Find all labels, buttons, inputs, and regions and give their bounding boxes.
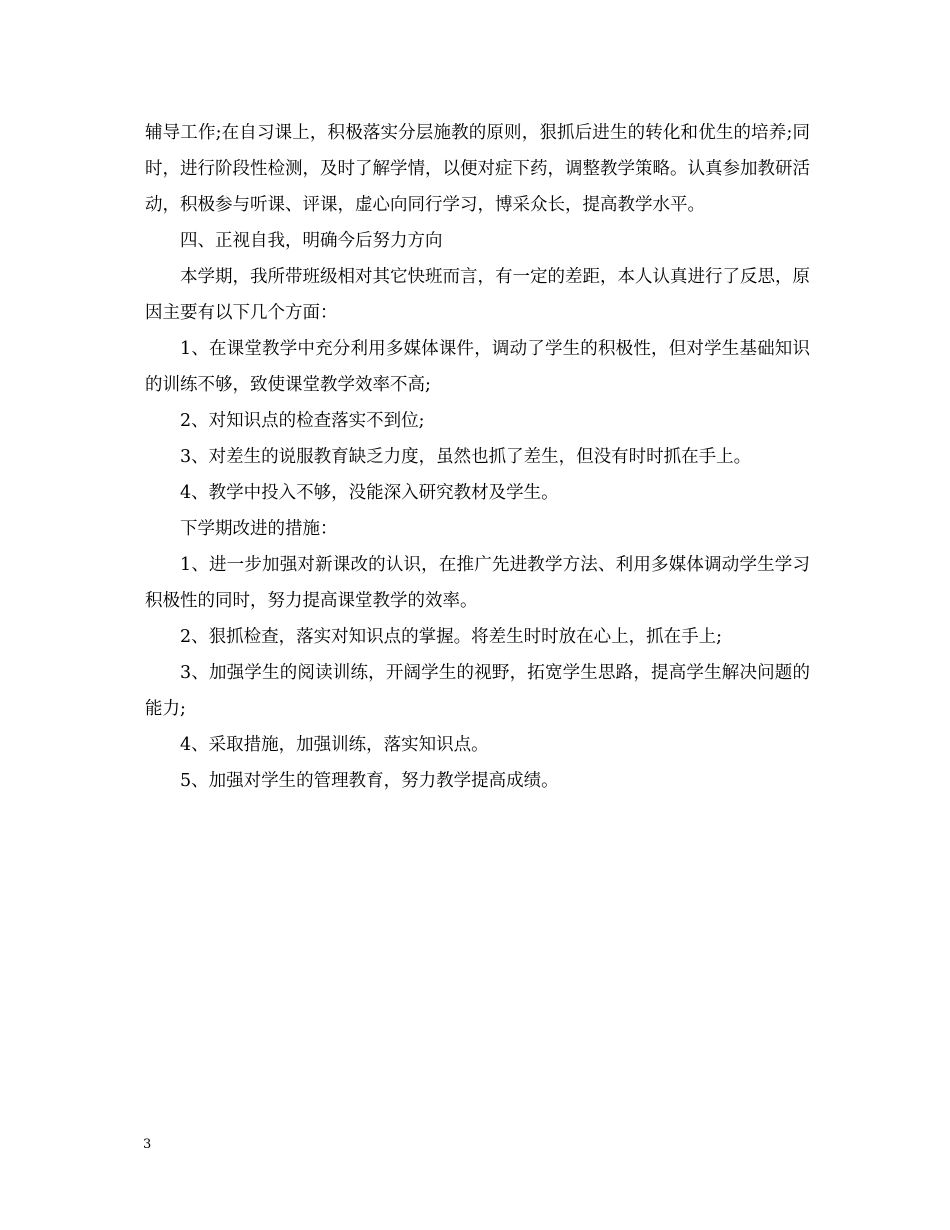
list-item-reason-2: 2、对知识点的检查落实不到位; xyxy=(180,411,425,431)
list-item-measure-4: 4、采取措施，加强训练，落实知识点。 xyxy=(180,735,489,755)
list-item-measure-1: 1、进一步加强对新课改的认识，在推广先进教学方法、利用多媒体调动学生学习积极性的同时，努力提高课堂教学的效率。 xyxy=(145,555,810,611)
paragraph-continuation: 辅导工作;在自习课上，积极落实分层施教的原则，狠抓后进生的转化和优生的培养;同时，进行阶段性检测，及时了解学情，以便对症下药，调整教学策略。认真参加教研活动，积极参与听课、评课，虚心向同行学习，博采众长，提高教学水平。 xyxy=(145,123,810,215)
list-item-measure-2: 2、狠抓检查，落实对知识点的掌握。将差生时时放在心上，抓在手上; xyxy=(180,627,723,647)
section-heading: 四、正视自我，明确今后努力方向 xyxy=(180,231,443,251)
list-item-reason-3: 3、对差生的说服教育缺乏力度，虽然也抓了差生，但没有时时抓在手上。 xyxy=(180,447,752,467)
list-item-measure-5: 5、加强对学生的管理教育，努力教学提高成绩。 xyxy=(180,771,559,791)
list-item-reason-4: 4、教学中投入不够，没能深入研究教材及学生。 xyxy=(180,483,559,503)
list-item-reason-1: 1、在课堂教学中充分利用多媒体课件，调动了学生的积极性，但对学生基础知识的训练不够，致使课堂教学效率不高; xyxy=(145,339,810,395)
paragraph-reflection: 本学期，我所带班级相对其它快班而言，有一定的差距，本人认真进行了反思，原因主要有以下几个方面： xyxy=(145,267,810,323)
page-number: 3 xyxy=(143,1137,152,1152)
subheading-measures: 下学期改进的措施： xyxy=(180,519,338,539)
document-body xyxy=(145,115,810,799)
list-item-measure-3: 3、加强学生的阅读训练，开阔学生的视野，拓宽学生思路，提高学生解决问题的能力; xyxy=(145,663,810,719)
